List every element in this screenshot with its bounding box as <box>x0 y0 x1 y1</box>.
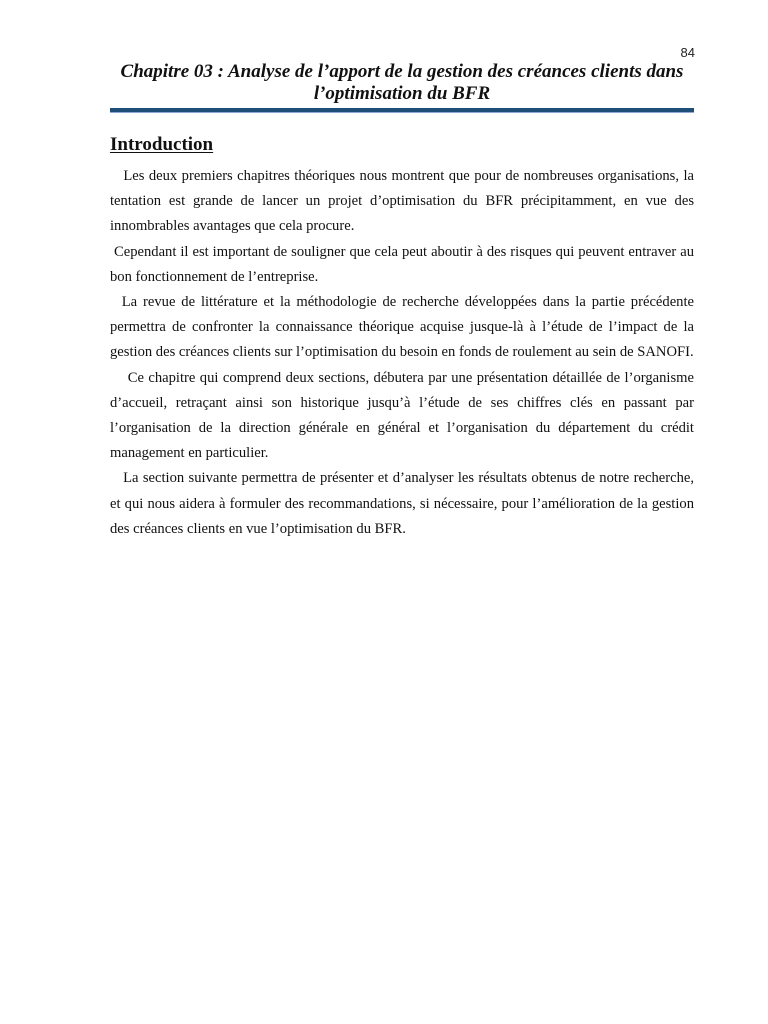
paragraph: Cependant il est important de souligner que cela peut aboutir à des risques qui peuvent entraver au bon fonctionnement de l’entreprise. <box>110 243 698 285</box>
page-content <box>110 133 698 542</box>
paragraph: La section suivante permettra de présenter et d’analyser les résultats obtenus de notre recherche, et qui nous aidera à formuler des recommandations, si nécessaire, pour l’amélioration de la gestion des créances clients en vue l’optimisation du BFR. <box>110 470 698 537</box>
section-heading-introduction: Introduction <box>110 134 214 155</box>
chapter-header <box>110 61 694 113</box>
paragraph: La revue de littérature et la méthodologie de recherche développées dans la partie précédente permettra de confronter la connaissance théorique acquise jusque-là à l’étude de l’impact de la gestion des créances clients sur l’optimisation du besoin en fonds de roulement au sein de SANOFI. <box>110 294 698 361</box>
paragraph: Ce chapitre qui comprend deux sections, débutera par une présentation détaillée de l’organisme d’accueil, retraçant ainsi son historique jusqu’à l’étude de ses chiffres clés en passant par l’organisation de la direction générale en général et l’organisation du département du crédit management en particulier. <box>110 369 698 462</box>
paragraph: Les deux premiers chapitres théoriques nous montrent que pour de nombreuses organisations, la tentation est grande de lancer un projet d’optimisation du BFR précipitamment, en vue des innombrables avantages que cela procure. <box>110 168 698 235</box>
chapter-divider <box>110 108 694 113</box>
page-number: 84 <box>680 45 695 60</box>
chapter-title: Chapitre 03 : Analyse de l’apport de la gestion des créances clients dans l’optimisation du BFR <box>120 61 684 104</box>
